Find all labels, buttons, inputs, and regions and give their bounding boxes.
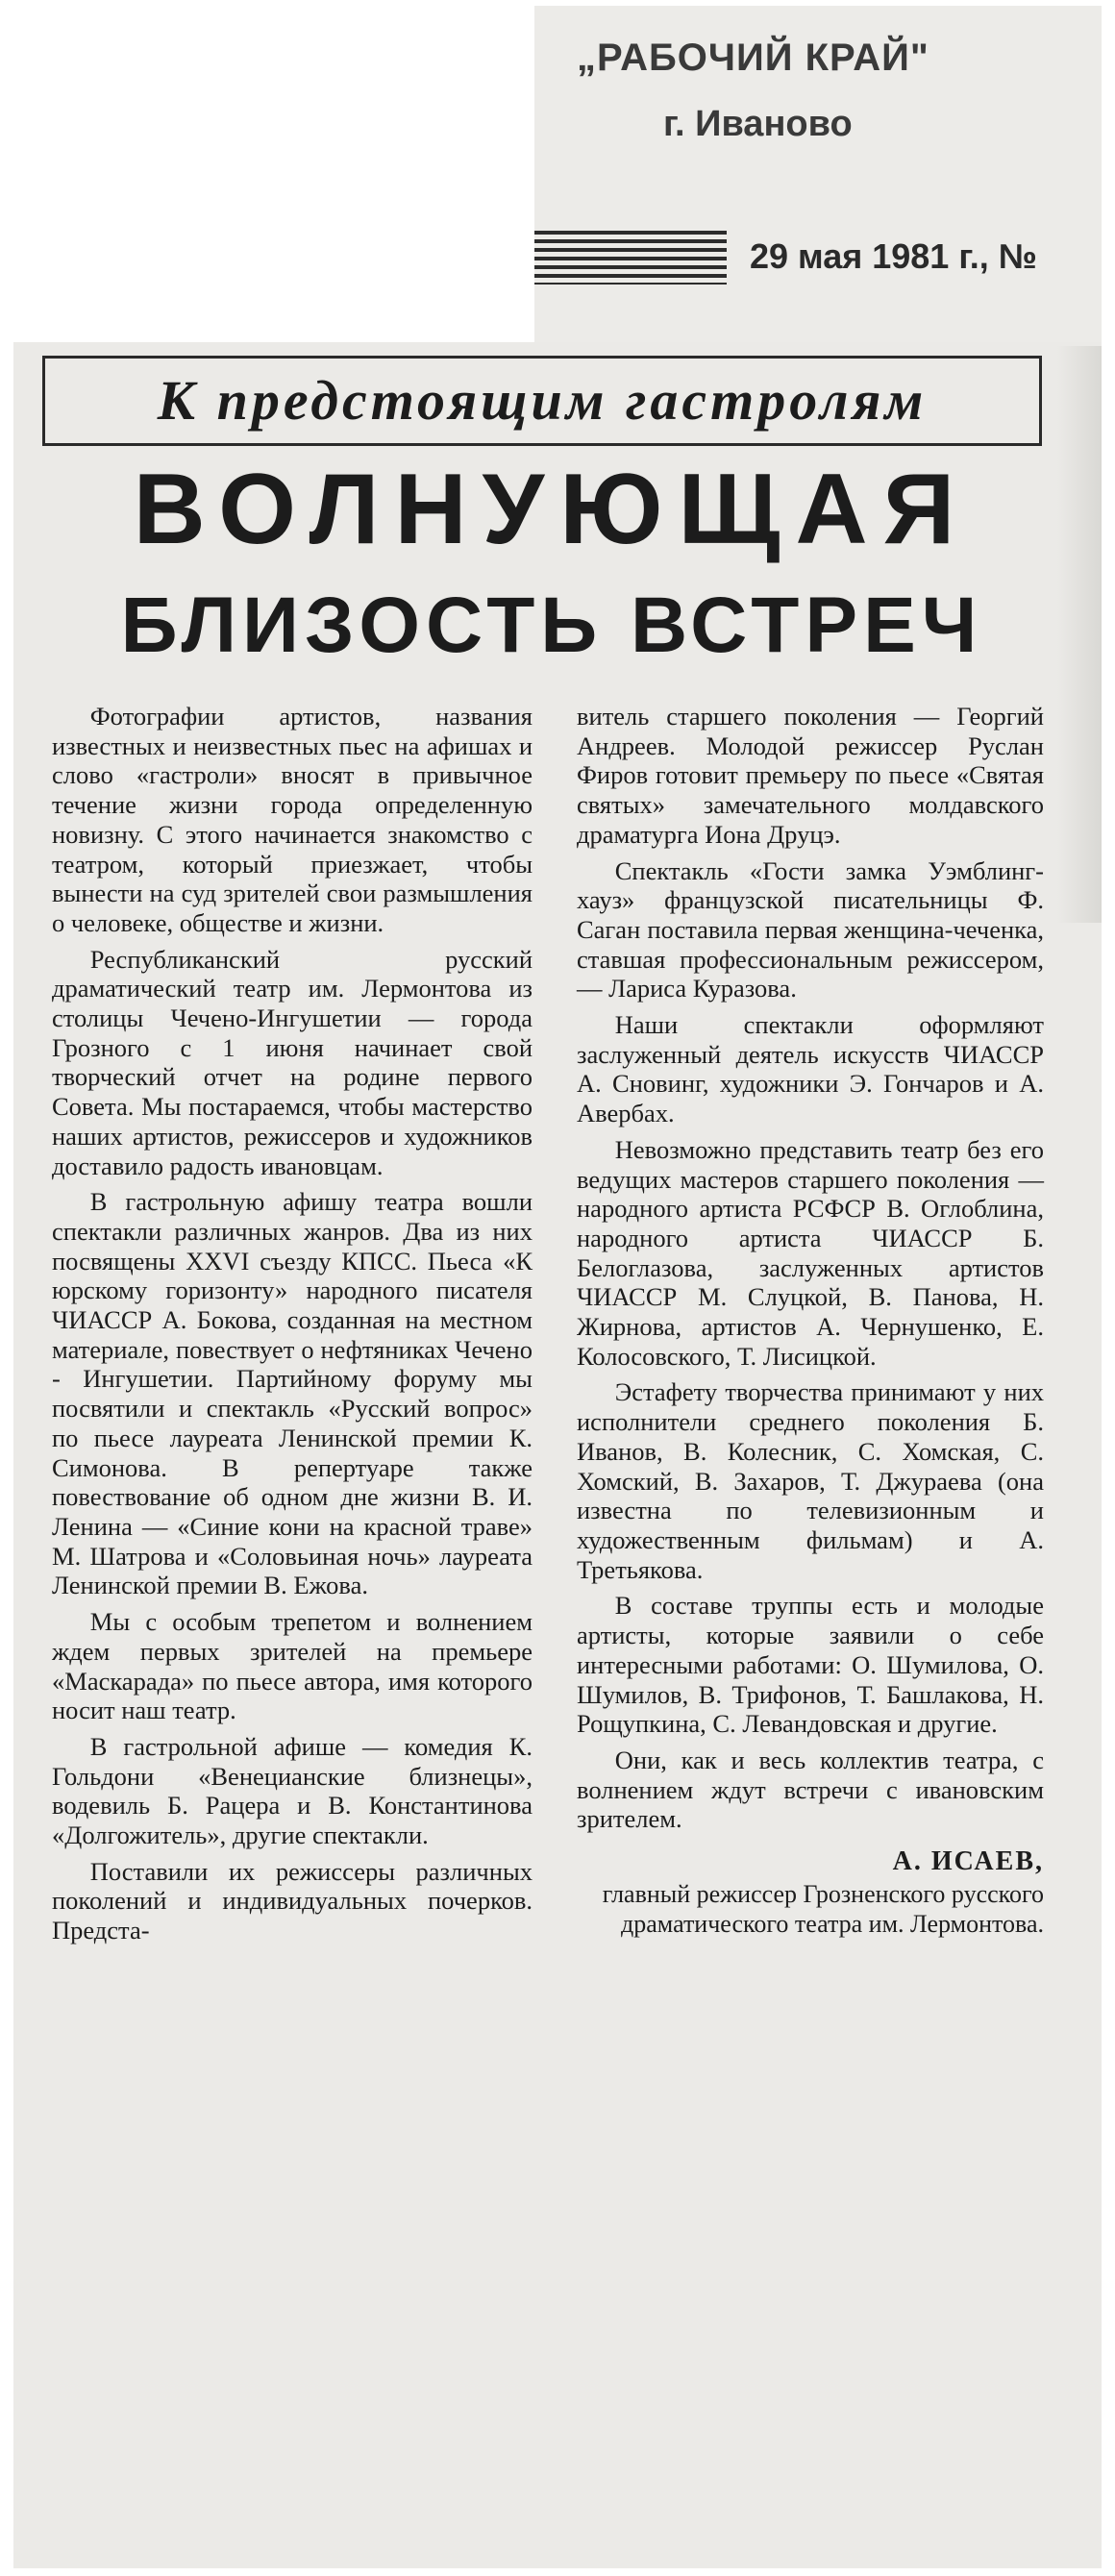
paragraph: В гастрольной афише — комедия К. Гольдони «Венецианские близнецы», водевиль Б. Рацера и В. Константинова «Долгожитель», другие спектакли.: [52, 1731, 533, 1850]
paragraph: Эстафету творчества принимают у них исполнители среднего поколения Б. Иванов, В. Колесник, С. Хомская, С. Хомский, В. Захаров, Т. Джураева (она известна по телевизионным и художественным фильмам) и А. Третьякова.: [577, 1377, 1044, 1584]
newspaper-name: „РАБОЧИЙ КРАЙ": [577, 37, 929, 79]
author-signature: [577, 1847, 1044, 1939]
paragraph: Спектакль «Гости замка Уэмблинг-хауз» французской писательницы Ф. Саган поставила первая женщина-чеченка, ставшая профессиональным режиссером,— Лариса Куразова.: [577, 855, 1044, 1003]
paragraph: В составе труппы есть и молодые артисты, которые заявили о себе интересными работами: О. Шумилова, О. Шумилов, В. Трифонов, Т. Башлакова, Н. Рощупкина, С. Левандовская и другие.: [577, 1591, 1044, 1739]
headline-line-1: ВОЛНУЮЩАЯ: [133, 454, 971, 565]
stamp-bars-decoration: [534, 231, 727, 285]
paragraph: Невозможно представить театр без его ведущих мастеров старшего поколения — народного артиста РСФСР В. Оглоблина, народного артиста ЧИАССР Б. Белоглазова, заслуженных артистов ЧИАССР М. Слуцкой, В. Панова, Н. Жирнова, артистов А. Чернушенко, Е. Колосовского, Т. Лисицкой.: [577, 1134, 1044, 1371]
newspaper-city: г. Иваново: [663, 104, 853, 144]
headline-line-2: БЛИЗОСТЬ ВСТРЕЧ: [120, 582, 983, 669]
paragraph: Поставили их режиссеры различных поколений и индивидуальных почерков. Предста-: [52, 1856, 533, 1945]
paragraph: Они, как и весь коллектив театра, с волнением ждут встречи с ивановским зрителем.: [577, 1745, 1044, 1834]
article-column-right: [577, 702, 1044, 1939]
paragraph: Мы с особым трепетом и волнением ждем первых зрителей на премьере «Маскарада» по пьесе автора, имя которого носит наш театр.: [52, 1607, 533, 1725]
author-name: А. ИСАЕВ,: [892, 1846, 1044, 1877]
publication-date: 29 мая 1981 г., №: [750, 236, 1037, 276]
paragraph: Республиканский русский драматический театр им. Лермонтова из столицы Чечено-Ингушетии — города Грозного с 1 июня начинает свой творческий отчет на родине первого Совета. Мы постараемся, чтобы мастерство наших артистов, режиссеров и художников доставило радость ивановцам.: [52, 944, 533, 1180]
clipping-edge-shadow: [1057, 346, 1102, 923]
paragraph: витель старшего поколения — Георгий Андреев. Молодой режиссер Руслан Фиров готовит премьеру по пьесе «Святая святых» замечательного молдавского драматурга Иона Друцэ.: [577, 702, 1044, 849]
article-column-left: [52, 702, 533, 1952]
author-role: главный режиссер Грозненского русского драматического театра им. Лермонтова.: [602, 1879, 1044, 1938]
article-rubric: К предстоящим гастролям: [42, 356, 1042, 446]
paragraph: Наши спектакли оформляют заслуженный деятель искусств ЧИАССР А. Сновинг, художники Э. Гончаров и А. Авербах.: [577, 1010, 1044, 1128]
paragraph: Фотографии артистов, названия известных и неизвестных пьес на афишах и слово «гастроли» вносят в привычное течение жизни города определенную новизну. С этого начинается знакомство с театром, который приезжает, чтобы вынести на суд зрителей свои размышления о человеке, обществе и жизни.: [52, 702, 533, 937]
paragraph: В гастрольную афишу театра вошли спектакли различных жанров. Два из них посвящены XXVI съезду КПСС. Пьеса «К юрскому горизонту» народного писателя ЧИАССР А. Бокова, созданная на местном материале, повествует о нефтяниках Чечено - Ингушетии. Партийному форуму мы посвятили и спектакль «Русский вопрос» по пьесе лауреата Ленинской премии К. Симонова. В репертуаре также повествование об одном дне жизни В. И. Ленина — «Синие кони на красной траве» М. Шатрова и «Соловьиная ночь» лауреата Ленинской премии В. Ежова.: [52, 1187, 533, 1600]
